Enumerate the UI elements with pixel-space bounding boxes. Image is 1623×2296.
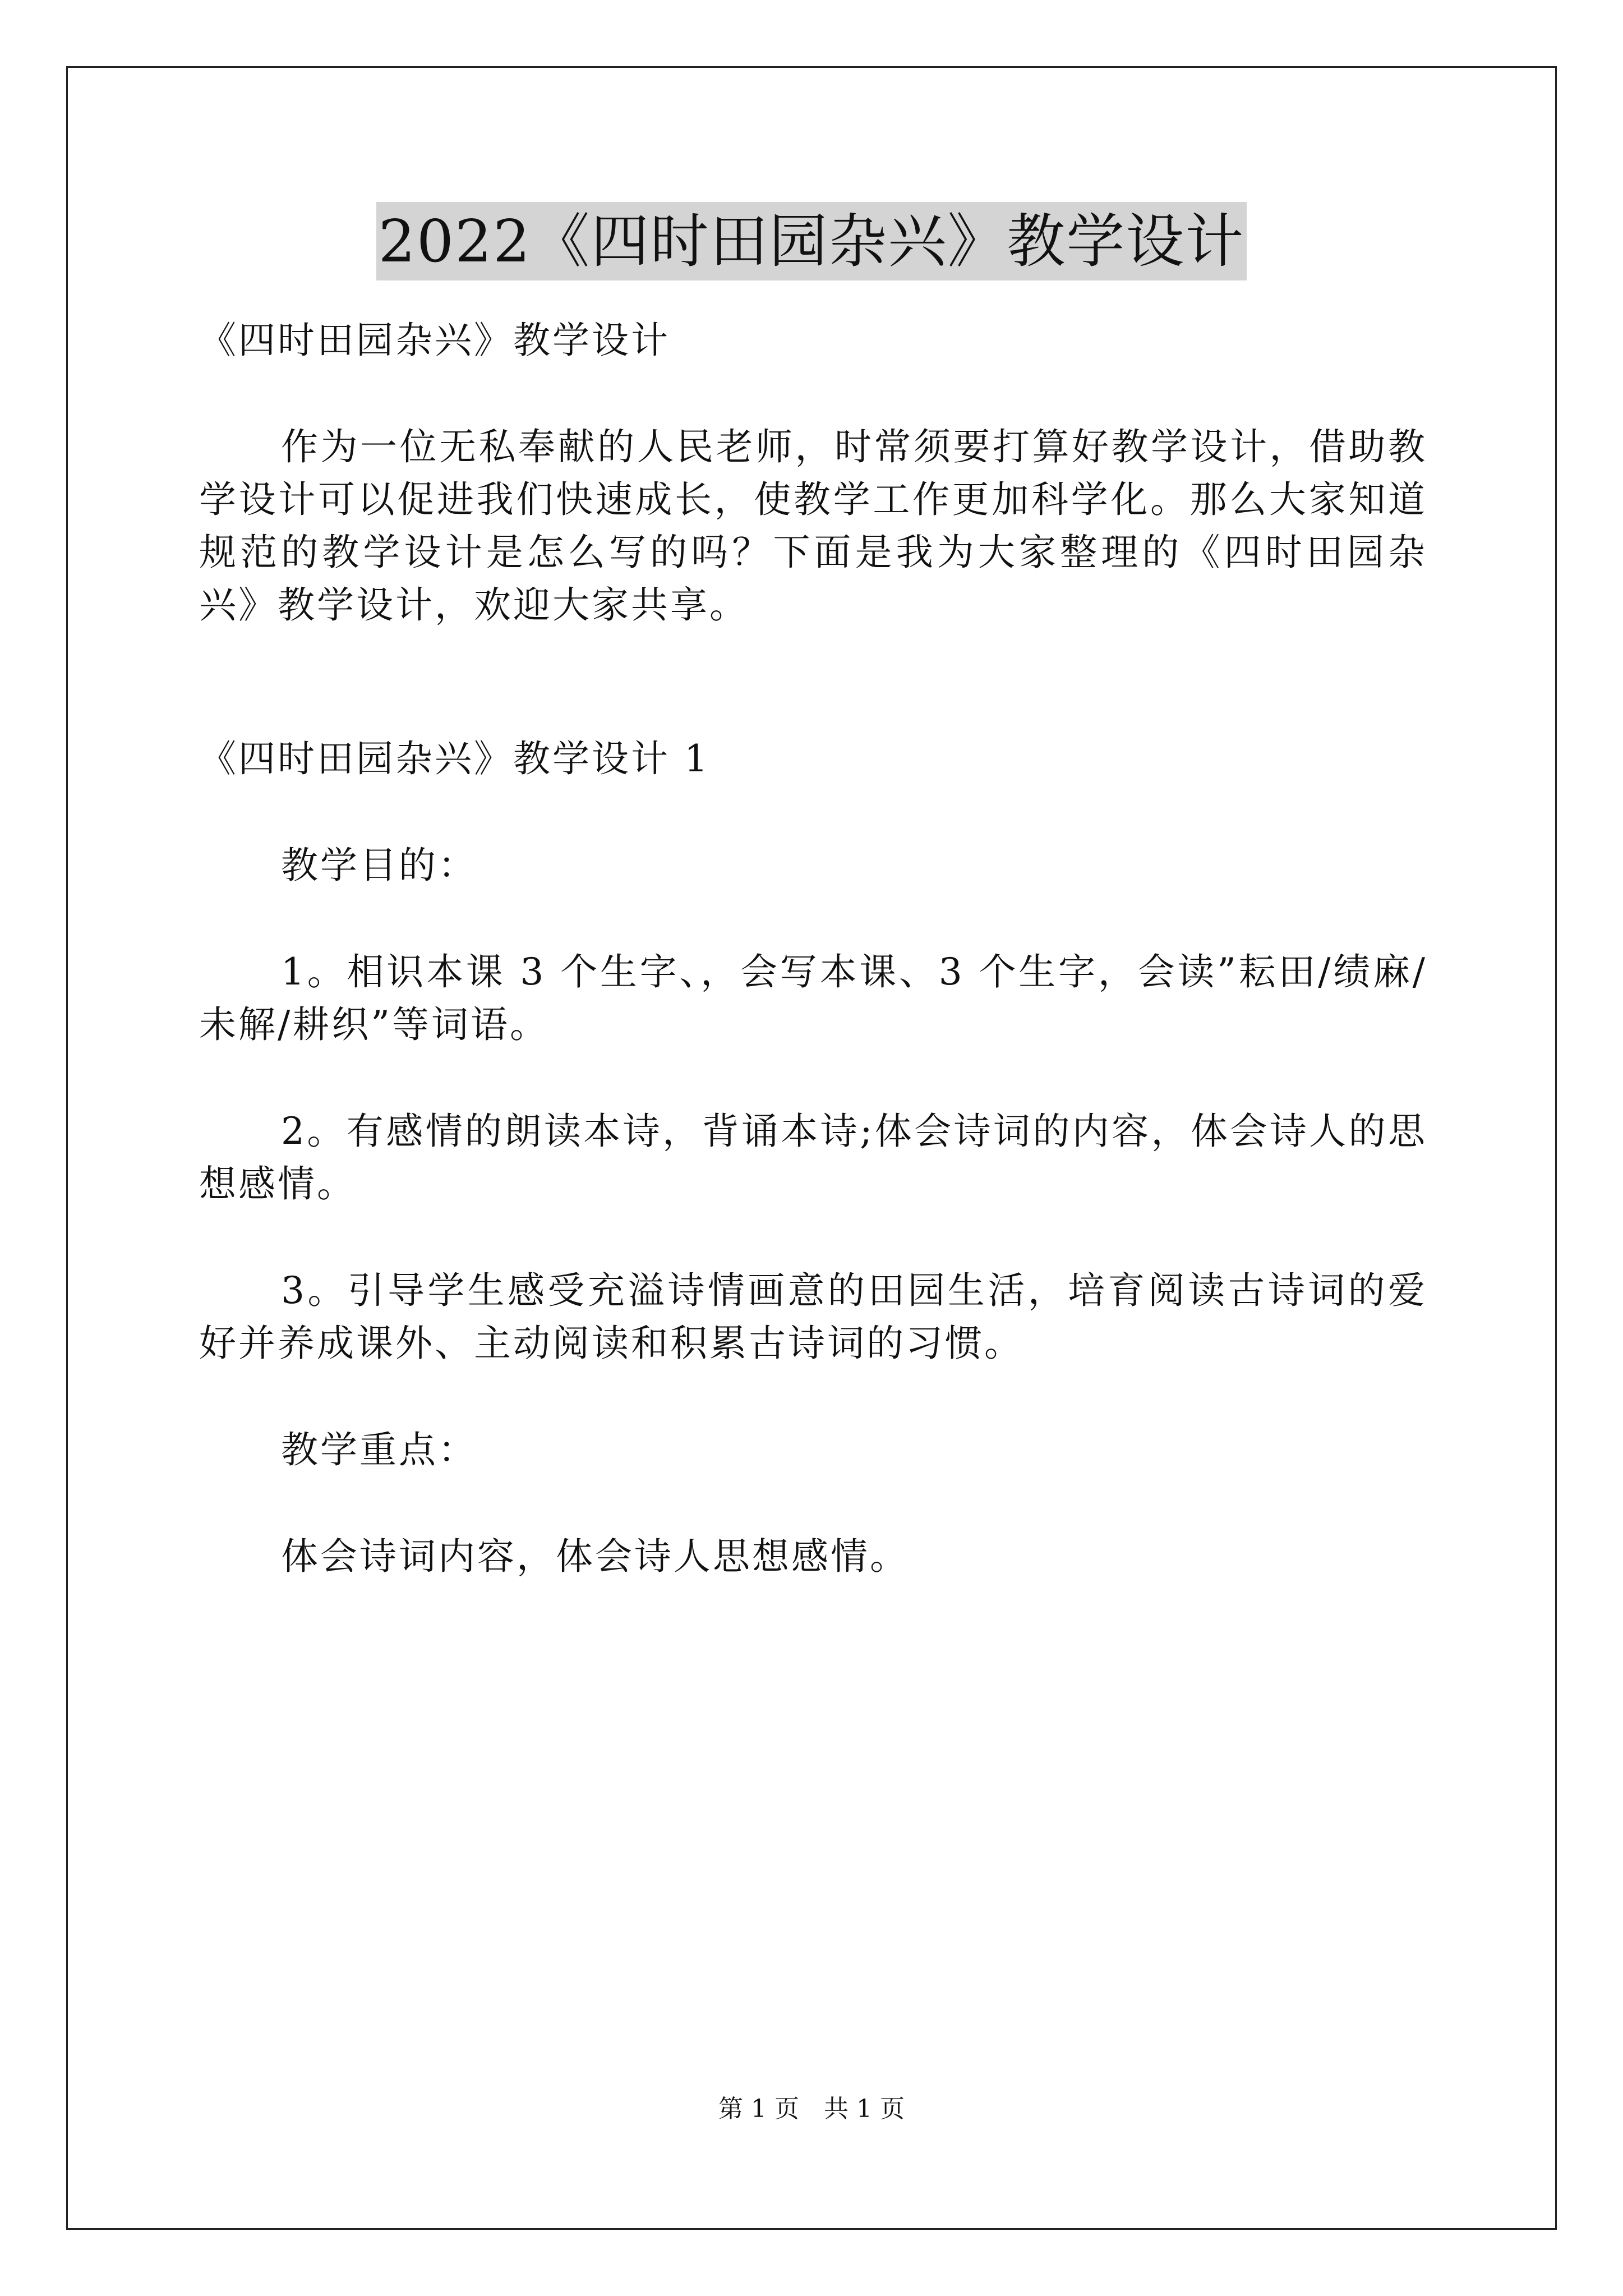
section-heading: 《四时田园杂兴》教学设计 1 xyxy=(199,737,710,780)
document-body xyxy=(199,314,1427,1637)
focus-text: 体会诗词内容，体会诗人思想感情。 xyxy=(281,1535,909,1578)
subtitle: 《四时田园杂兴》教学设计 xyxy=(199,319,670,362)
intro-paragraph: 作为一位无私奉献的人民老师，时常须要打算好教学设计，借助教学设计可以促进我们快速成长，使教学工作更加科学化。那么大家知道规范的教学设计是怎么写的吗？下面是我为大家整理的《四时田园杂兴》教学设计，欢迎大家共享。 xyxy=(199,425,1427,627)
focus-label: 教学重点： xyxy=(281,1428,477,1471)
page-footer: 第 1 页 共 1 页 xyxy=(718,2095,905,2123)
goals-label: 教学目的： xyxy=(281,844,477,887)
goal-item-1: 1。相识本课 3 个生字、，会写本课、3 个生字，会读”耘田/绩麻/未解/耕织”等词语。 xyxy=(199,950,1427,1046)
title-container xyxy=(0,202,1623,280)
document-title: 2022《四时田园杂兴》教学设计 xyxy=(376,202,1247,280)
goal-item-2: 2。有感情的朗读本诗，背诵本诗;体会诗词的内容，体会诗人的思想感情。 xyxy=(199,1110,1427,1205)
goal-item-3: 3。引导学生感受充溢诗情画意的田园生活，培育阅读古诗词的爱好并养成课外、主动阅读和积累古诗词的习惯。 xyxy=(199,1269,1427,1365)
